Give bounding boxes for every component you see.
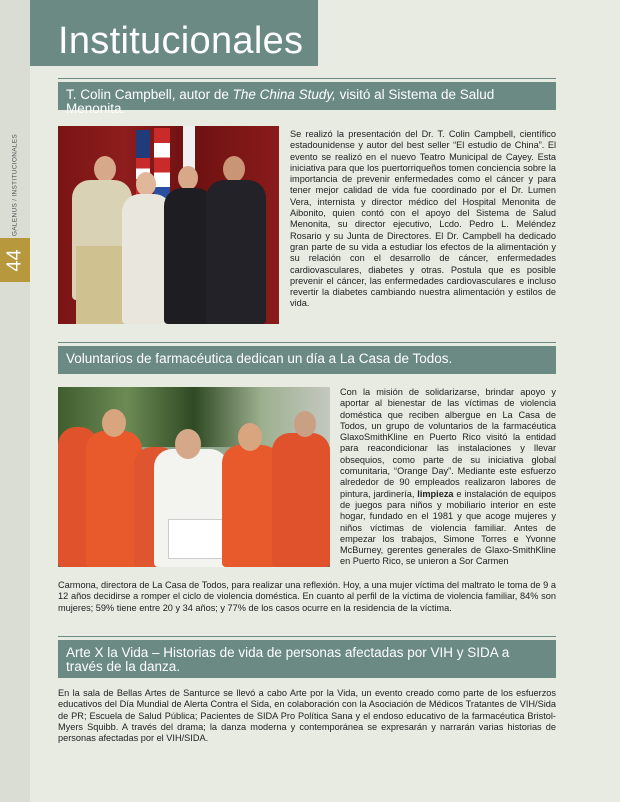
- running-section-label: [9, 133, 21, 237]
- article-heading-campbell: [58, 82, 556, 117]
- article-body-arte-x-la-vida: En la sala de Bellas Artes de Santurce se llevó a cabo Arte por la Vida, un evento creado como parte de los esfuerzos educativos del Día Mundial de Alerta Contra el Sida, en colaboración con la Asociación de Médicos Tratantes de VIH/Sida de PR; Escuela de Salud Pública; Pacientes de SIDA Pro Política Sana y el endoso educativo de la farmacéutica Bristol- Myers Squibb. A través del drama; la danza moderna y contemporánea se expresarán y narrarán varias historias de personas afectadas por el VIH/SIDA.: [58, 688, 556, 744]
- person-head: [94, 156, 116, 182]
- article-heading-voluntarios: Voluntarios de farmacéutica dedican un día a La Casa de Todos.: [58, 346, 556, 374]
- body-segment: Con la misión de solidarizarse, brindar apoyo y aportar al bienestar de las víctimas de violencia doméstica que reciben albergue en La Casa de Todos, un grupo de voluntarios de la farmacéutica GlaxoSmithKline en Puerto Rico visitó la entidad para reacondicionar las instalaciones y llevar obsequios, como parte de su iniciativa global comunitaria, “Orange Day”. Mediante este esfuerzo alrededor de 90 empleados realizaron labores de pintura, jardinería,: [340, 387, 556, 499]
- photo-campbell-group: [58, 126, 279, 324]
- person-trousers: [76, 246, 126, 324]
- section-title: Institucionales: [58, 20, 304, 62]
- article-body-campbell: Se realizó la presentación del Dr. T. Colin Campbell, científico estadounidense y autor del best seller “El estudio de China”. El evento se realizó en el nuevo Teatro Municipal de Cayey. Esta iniciativa para que los puertorriqueños tomen conciencia sobre la importancia de prevenir enfermedades como el cáncer y para tener mejor calidad de vida fue coordinado por el Dr. Lumen Vera, internista y director médico del Hospital Menonita de Aibonito, quien contó con el apoyo del Sistema de Salud Menonita, su director ejecutivo, Lcdo. Pedro L. Meléndez Rosario y su Junta de Directores. El Dr. Campbell ha dedicado gran parte de su vida a estudiar los efectos de la alimentación y su relación con el desarrollo de cáncer, enfermedades cardiovasculares, diabetes y otras. Postula que es posible prevenir el cáncer, las enfermedades cardiovasculares e incluso revertir la diabetes cambiando nuestra alimentación y estilos de vida.: [290, 129, 556, 309]
- left-margin-strip: [0, 0, 30, 802]
- volunteer: [272, 433, 330, 567]
- person-head: [178, 166, 198, 190]
- heading-book-title: The China Study,: [232, 87, 336, 102]
- divider-rule: [58, 78, 556, 79]
- body-bold-word: limpieza: [417, 488, 454, 499]
- article-body-voluntarios-column: [340, 387, 556, 568]
- person-head: [238, 423, 262, 451]
- flag-icon: [154, 128, 170, 202]
- divider-rule: [58, 636, 556, 637]
- person-head: [294, 411, 316, 437]
- article-heading-arte-x-la-vida: Arte X la Vida – Historias de vida de personas afectadas por VIH y SIDA a través de la danza.: [58, 640, 556, 678]
- page-number: 44: [3, 248, 26, 272]
- running-section-label-text: GALENUS / INSTITUCIONALES: [11, 133, 19, 237]
- photo-volunteers: [58, 387, 330, 567]
- person-head: [223, 156, 245, 182]
- person-head: [175, 429, 201, 459]
- page-number-tab: [0, 238, 30, 282]
- heading-suffix: visitó al Sistema de Salud Menonita.: [66, 87, 495, 117]
- body-segment: e instalación de equipos de juegos para niños y mobiliario interior en este hogar, fundado en el 1981 y que acoge mujeres y niños víctimas de violencia familiar. Antes de empezar los trabajos, Simone Torres e Yvonne McBurney, gerentes generales de Glaxo-SmithKline en Puerto Rico, se unieron a Sor Carmen: [340, 488, 557, 567]
- divider-rule: [58, 342, 556, 343]
- person-head: [102, 409, 126, 437]
- person-body: [206, 180, 266, 324]
- article-body-voluntarios-full: Carmona, directora de La Casa de Todos, para realizar una reflexión. Hoy, a una mujer víctima del maltrato le toma de 9 a 12 años decidirse a romper el ciclo de violencia doméstica. En cuanto al perfil de la víctima de violencia familiar, 84% son mujeres; 59% tiene entre 20 y 34 años; y 77% de los casos ocurre en la residencia de la víctima.: [58, 580, 556, 613]
- paper-sheet: [168, 519, 226, 559]
- person-head: [136, 172, 156, 196]
- heading-prefix: T. Colin Campbell, autor de: [66, 87, 233, 102]
